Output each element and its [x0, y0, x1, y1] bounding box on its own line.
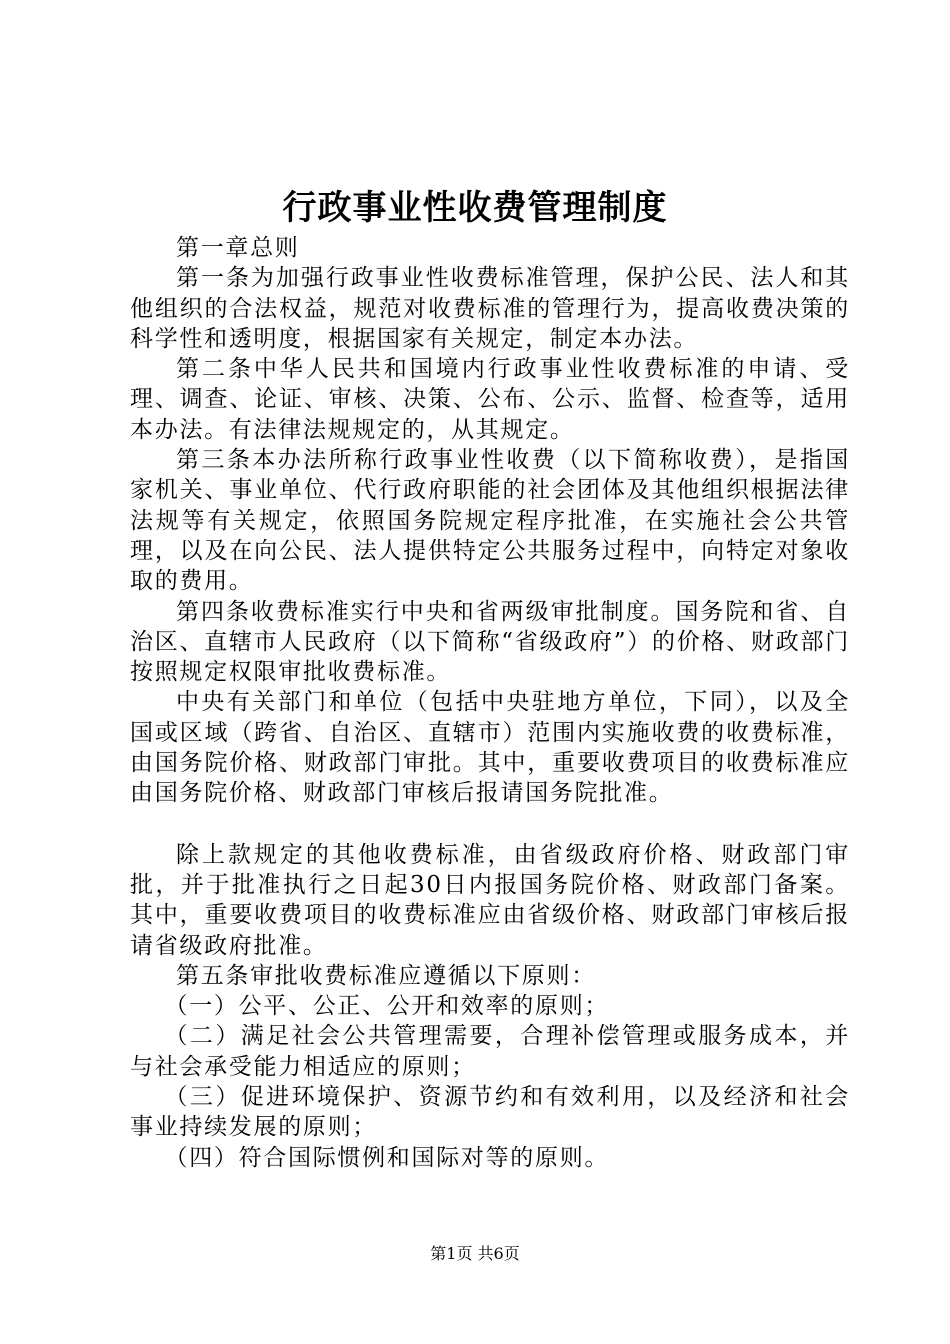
- principle-4: （四）符合国际惯例和国际对等的原则。: [164, 1144, 610, 1171]
- principle-2: （二）满足社会公共管理需要，合理补偿管理或服务成本，并与社会承受能力相适应的原则；: [130, 1023, 850, 1080]
- principle-3: （三）促进环境保护、资源节约和有效利用，以及经济和社会事业持续发展的原则；: [130, 1084, 850, 1141]
- article-4-clause-3: 除上款规定的其他收费标准，由省级政府价格、财政部门审批，并于批准执行之日起30日内报国务院价格、财政部门备案。其中，重要收费项目的收费标准应由省级价格、财政部门审核后报请省级政府批准。: [130, 841, 850, 959]
- article-4-clause-2: 中央有关部门和单位（包括中央驻地方单位，下同），以及全国或区域（跨省、自治区、直辖市）范围内实施收费的收费标准，由国务院价格、财政部门审批。其中，重要收费项目的收费标准应由国务院价格、财政部门审核后报请国务院批准。: [130, 689, 850, 807]
- article-5: 第五条审批收费标准应遵循以下原则：: [176, 962, 596, 989]
- article-3: 第三条本办法所称行政事业性收费（以下简称收费），是指国家机关、事业单位、代行政府职能的社会团体及其他组织根据法律法规等有关规定，依照国务院规定程序批准，在实施社会公共管理，以及在向公民、法人提供特定公共服务过程中，向特定对象收取的费用。: [130, 447, 850, 595]
- document-body: [130, 233, 850, 1173]
- document-title: 行政事业性收费管理制度: [282, 188, 668, 228]
- page-footer: 第1页 共6页: [430, 1244, 520, 1263]
- article-2: 第二条中华人民共和国境内行政事业性收费标准的申请、受理、调查、论证、审核、决策、公布、公示、监督、检查等，适用本办法。有法律法规规定的，从其规定。: [130, 356, 850, 443]
- chapter-heading: 第一章总则: [176, 235, 300, 261]
- article-4: 第四条收费标准实行中央和省两级审批制度。国务院和省、自治区、直辖市人民政府（以下简称“省级政府”）的价格、财政部门按照规定权限审批收费标准。: [130, 598, 850, 686]
- article-1: 第一条为加强行政事业性收费标准管理，保护公民、法人和其他组织的合法权益，规范对收费标准的管理行为，提高收费决策的科学性和透明度，根据国家有关规定，制定本办法。: [130, 265, 850, 352]
- principle-1: （一）公平、公正、公开和效率的原则；: [164, 993, 610, 1020]
